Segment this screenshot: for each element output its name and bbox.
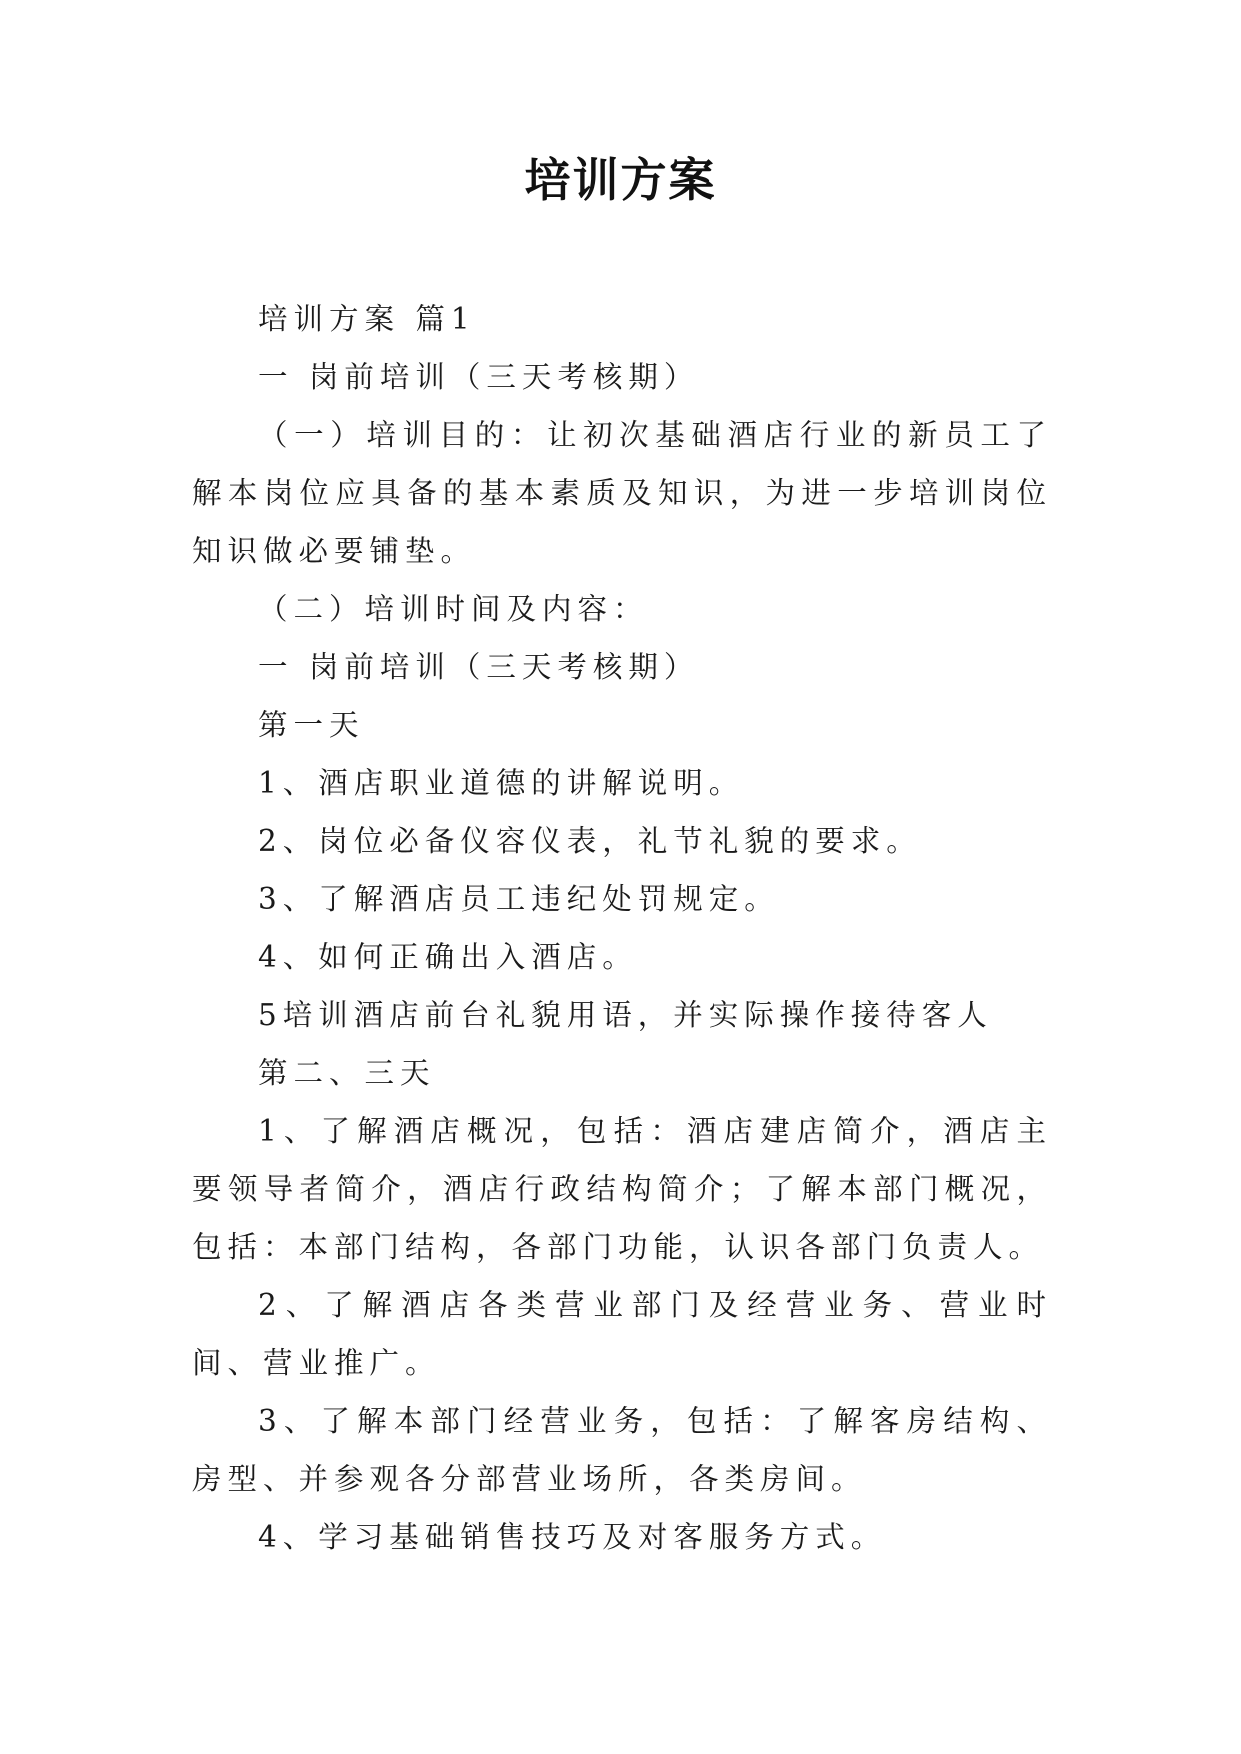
list-item: 1、了解酒店概况，包括：酒店建店简介，酒店主要领导者简介，酒店行政结构简介；了解本部门概况，包括：本部门结构，各部门功能，认识各部门负责人。 (192, 1114, 1052, 1264)
document-body (192, 290, 1052, 1566)
list-item: 4、学习基础销售技巧及对客服务方式。 (258, 1520, 887, 1554)
list-item: 2、岗位必备仪容仪表，礼节礼貌的要求。 (258, 824, 922, 858)
paragraph: 一 岗前培训（三天考核期） (258, 360, 700, 394)
paragraph: （一）培训目的：让初次基础酒店行业的新员工了解本岗位应具备的基本素质及知识，为进一步培训岗位知识做必要铺垫。 (192, 418, 1052, 568)
list-item: 3、了解本部门经营业务，包括：了解客房结构、房型、并参观各分部营业场所，各类房间。 (192, 1404, 1052, 1496)
list-item: 2、了解酒店各类营业部门及经营业务、营业时间、营业推广。 (192, 1288, 1052, 1380)
list-item: 3、了解酒店员工违纪处罚规定。 (258, 882, 780, 916)
paragraph: 一 岗前培训（三天考核期） (258, 650, 700, 684)
document-title: 培训方案 (524, 153, 717, 207)
list-item: 1、酒店职业道德的讲解说明。 (258, 766, 745, 800)
list-item: 4、如何正确出入酒店。 (258, 940, 638, 974)
section-heading: 培训方案 篇1 (258, 302, 476, 336)
paragraph: （二）培训时间及内容： (258, 592, 649, 626)
paragraph: 第一天 (258, 708, 365, 742)
paragraph: 第二、三天 (258, 1056, 436, 1090)
list-item: 5培训酒店前台礼貌用语，并实际操作接待客人 (258, 998, 993, 1032)
